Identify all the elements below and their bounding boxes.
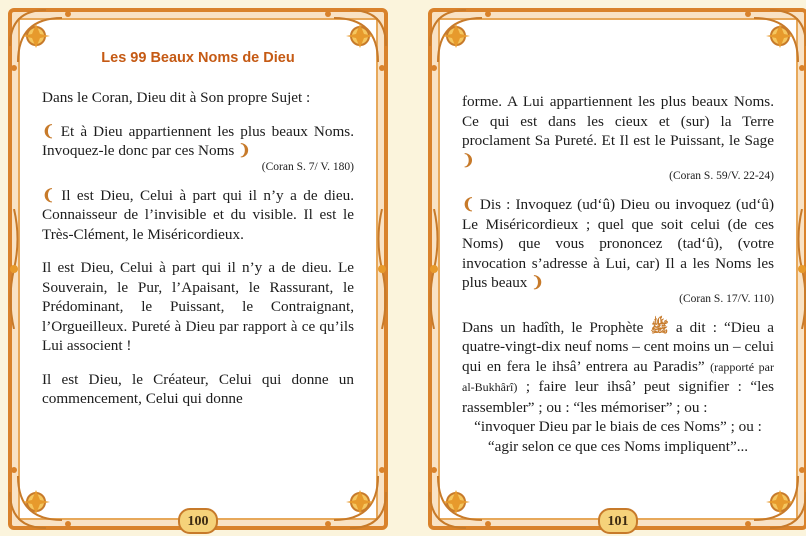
paragraph: Il est Dieu, le Créateur, Celui qui donne un commencement, Celui qui donne [42, 370, 354, 407]
paragraph: Dans le Coran, Dieu dit à Son propre Sujet : [42, 89, 311, 106]
corner-ornament-icon [736, 6, 806, 80]
quote-close-mark: ❩ [531, 274, 544, 291]
quote-open-mark: ❨ [42, 186, 55, 204]
hadith-text: a dit : “Dieu a quatre-vingt-dix neuf noms – cent moins un – celui qui en fera le ihsâ’ entrera au Paradis” [462, 318, 775, 375]
right-text [462, 92, 774, 470]
side-ornament-icon [427, 209, 441, 329]
quran-quote [42, 186, 354, 245]
side-ornament-icon [795, 209, 806, 329]
corner-ornament-icon [6, 6, 80, 80]
quran-reference: (Coran S. 59/V. 22-24) [669, 170, 774, 182]
quote-text: Il est Dieu, Celui à part qui il n’y a de dieu. Connaisseur de l’invisible et du visible. Il est le Très-Clément, le Miséricordieux. [42, 186, 354, 243]
quran-reference: (Coran S. 17/V. 110) [679, 292, 774, 305]
corner-ornament-icon [316, 458, 390, 532]
quote-close-mark: ❩ [238, 142, 251, 159]
hadith-text: Dans un hadîth, le Prophète [462, 318, 644, 336]
corner-ornament-icon [6, 458, 80, 532]
side-ornament-icon [375, 209, 389, 329]
page-number: 100 [178, 508, 218, 534]
hadith-paragraph-end: “invoquer Dieu par le biais de ces Noms” ; ou : “agir selon ce que ces Noms impliquent”... [474, 418, 762, 455]
quote-text: Dis : Invoquez (ud‘û) Dieu ou invoquez (ud‘û) Le Miséricordieux ; quel que soit celui (de ces Noms) que vous prononcez (tad‘û), (votre invocation s’adresse à Lui, car) Il a les Noms les plus beaux [462, 196, 775, 291]
right-page [428, 8, 806, 530]
hadith-text: ; faire leur ihsâ’ peut signifier : “les rassembler” ; ou : “les mémoriser” ; ou : [462, 378, 775, 416]
quote-open-mark: ❨ [42, 122, 55, 140]
quote-open-mark: ❨ [462, 196, 475, 213]
quote-close-mark: ❩ [462, 151, 475, 169]
quran-quote [42, 122, 354, 161]
left-text [42, 88, 354, 423]
hadith-paragraph [462, 318, 774, 418]
paragraph: Il est Dieu, Celui à part qui il n’y a de dieu. Le Souverain, le Pur, l’Apaisant, le Rassurant, le Prédominant, le Puissant, le Contraignant, l’Orgueilleux. Pureté à Dieu par rapport à ce qu’ils Lui associent ! [42, 259, 354, 354]
corner-ornament-icon [426, 6, 500, 80]
quran-reference: (Coran S. 7/ V. 180) [261, 160, 354, 173]
salutation-icon: ﷺ [650, 318, 669, 336]
quran-quote [462, 195, 774, 293]
page-title: Les 99 Beaux Noms de Dieu [101, 50, 295, 66]
corner-ornament-icon [316, 6, 390, 80]
quote-text: Et à Dieu appartiennent les plus beaux Noms. Invoquez-le donc par ces Noms [42, 122, 354, 159]
quote-text: forme. A Lui appartiennent les plus beaux Noms. Ce qui est dans les cieux et (sur) la Terre proclament Sa Pureté. Et Il est le Puissant, le Sage [462, 93, 774, 149]
hadith-reference: (rapporté par al-Bukhârî) [462, 359, 775, 394]
side-ornament-icon [7, 209, 21, 329]
left-page [8, 8, 388, 530]
page-number: 101 [598, 508, 638, 534]
quran-quote [462, 92, 774, 170]
